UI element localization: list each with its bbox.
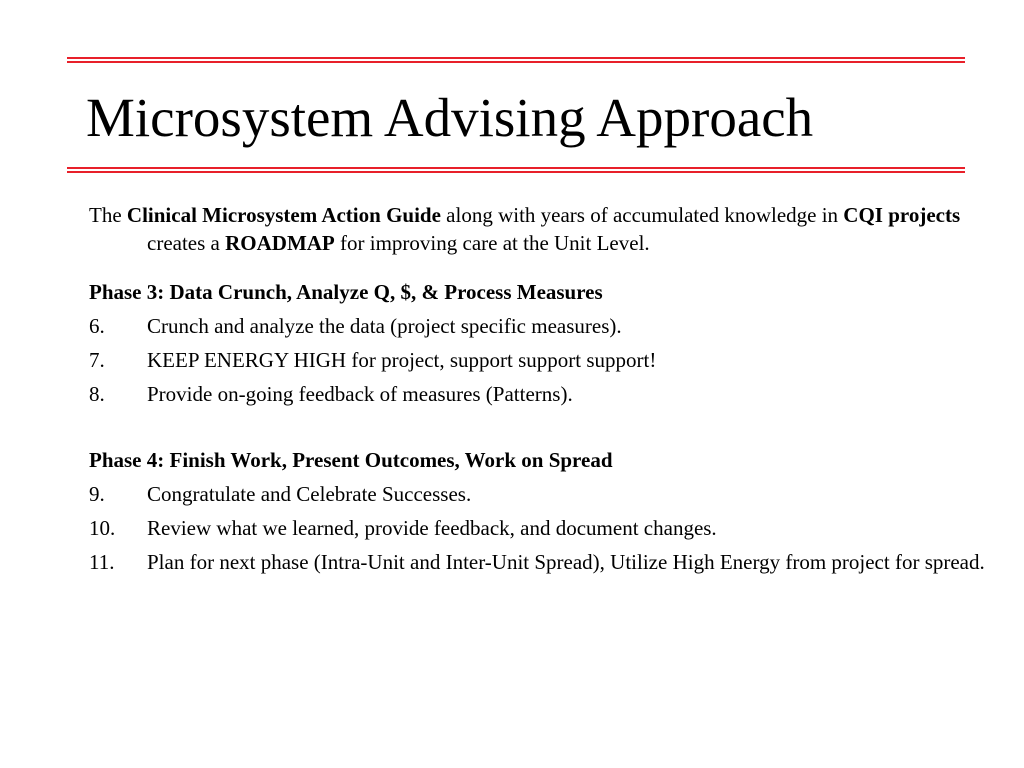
slide-body	[89, 201, 989, 576]
phase-4-list	[89, 480, 989, 576]
list-item-text: Congratulate and Celebrate Successes.	[147, 482, 472, 506]
slide-title: Microsystem Advising Approach	[86, 87, 814, 148]
intro-bold-action-guide: Clinical Microsystem Action Guide	[126, 203, 441, 227]
list-item	[89, 312, 989, 340]
list-item	[89, 548, 989, 576]
list-item-text: Crunch and analyze the data (project specific measures).	[147, 314, 622, 338]
intro-text-1: The	[89, 203, 127, 227]
phase-4-heading: Phase 4: Finish Work, Present Outcomes, Work on Spread	[89, 448, 613, 472]
list-item-text: KEEP ENERGY HIGH for project, support support support!	[147, 348, 657, 372]
list-item-number: 10.	[89, 516, 116, 540]
list-item	[89, 514, 989, 542]
list-item-number: 6.	[89, 314, 105, 338]
intro-text-3: creates a	[147, 231, 226, 255]
list-item-number: 9.	[89, 482, 105, 506]
title-bottom-rule	[67, 167, 965, 173]
phase-3-heading: Phase 3: Data Crunch, Analyze Q, $, & Process Measures	[89, 280, 603, 304]
list-item-number: 11.	[89, 550, 115, 574]
intro-text-4: for improving care at the Unit Level.	[334, 231, 650, 255]
intro-bold-cqi-projects: CQI projects	[843, 203, 961, 227]
intro-text-2: along with years of accumulated knowledge in	[440, 203, 844, 227]
list-item	[89, 380, 989, 408]
phase-3-list	[89, 312, 989, 408]
intro-paragraph	[89, 201, 989, 257]
list-item-number: 8.	[89, 382, 105, 406]
title-top-rule	[67, 57, 965, 63]
list-item-text: Provide on-going feedback of measures (Patterns).	[147, 382, 573, 406]
list-item-number: 7.	[89, 348, 105, 372]
list-item	[89, 346, 989, 374]
list-item	[89, 480, 989, 508]
list-item-text: Review what we learned, provide feedback, and document changes.	[147, 516, 717, 540]
list-item-text: Plan for next phase (Intra-Unit and Inter-Unit Spread), Utilize High Energy from project for spread.	[147, 550, 985, 574]
intro-bold-roadmap: ROADMAP	[225, 231, 335, 255]
